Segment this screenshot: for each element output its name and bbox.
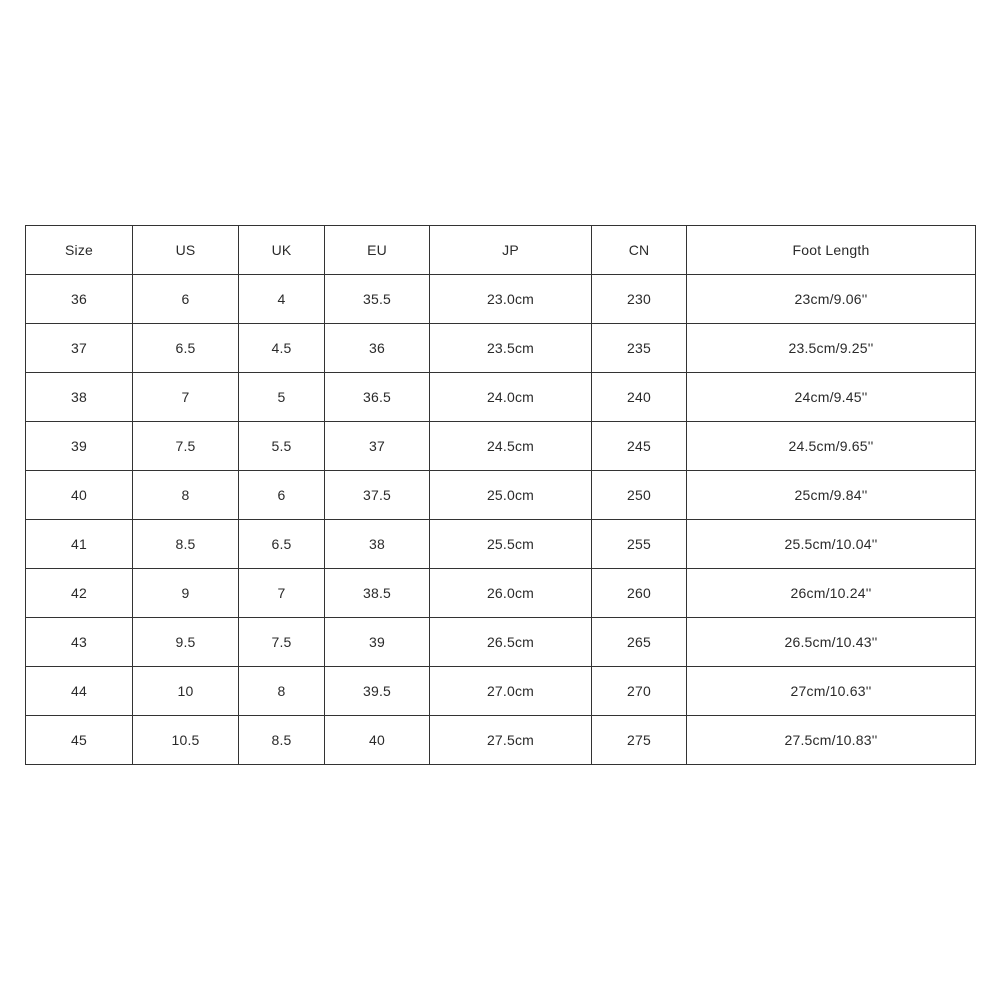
cell-cn: 245	[592, 422, 687, 471]
cell-size: 38	[26, 373, 133, 422]
cell-cn: 275	[592, 716, 687, 765]
table-row	[26, 324, 976, 373]
cell-foot-length: 26cm/10.24''	[687, 569, 976, 618]
cell-jp: 27.0cm	[430, 667, 592, 716]
cell-uk: 7	[239, 569, 325, 618]
cell-us: 6.5	[133, 324, 239, 373]
size-chart-table	[25, 225, 976, 765]
cell-jp: 24.0cm	[430, 373, 592, 422]
table-row	[26, 275, 976, 324]
cell-uk: 6	[239, 471, 325, 520]
cell-cn: 240	[592, 373, 687, 422]
header-eu: EU	[325, 226, 430, 275]
cell-jp: 26.0cm	[430, 569, 592, 618]
cell-uk: 6.5	[239, 520, 325, 569]
cell-foot-length: 25.5cm/10.04''	[687, 520, 976, 569]
cell-uk: 5	[239, 373, 325, 422]
cell-foot-length: 23.5cm/9.25''	[687, 324, 976, 373]
cell-uk: 8.5	[239, 716, 325, 765]
cell-jp: 25.0cm	[430, 471, 592, 520]
cell-cn: 255	[592, 520, 687, 569]
table-row	[26, 569, 976, 618]
cell-cn: 230	[592, 275, 687, 324]
cell-jp: 24.5cm	[430, 422, 592, 471]
cell-us: 6	[133, 275, 239, 324]
cell-uk: 4.5	[239, 324, 325, 373]
table-row	[26, 373, 976, 422]
cell-eu: 38.5	[325, 569, 430, 618]
cell-us: 9.5	[133, 618, 239, 667]
cell-uk: 4	[239, 275, 325, 324]
header-uk: UK	[239, 226, 325, 275]
cell-size: 39	[26, 422, 133, 471]
cell-cn: 270	[592, 667, 687, 716]
table-row	[26, 520, 976, 569]
table-body	[26, 275, 976, 765]
cell-eu: 37	[325, 422, 430, 471]
header-foot-length: Foot Length	[687, 226, 976, 275]
cell-size: 41	[26, 520, 133, 569]
cell-size: 40	[26, 471, 133, 520]
cell-foot-length: 24cm/9.45''	[687, 373, 976, 422]
cell-foot-length: 26.5cm/10.43''	[687, 618, 976, 667]
header-us: US	[133, 226, 239, 275]
cell-size: 36	[26, 275, 133, 324]
cell-uk: 7.5	[239, 618, 325, 667]
table-row	[26, 422, 976, 471]
cell-foot-length: 24.5cm/9.65''	[687, 422, 976, 471]
cell-us: 8.5	[133, 520, 239, 569]
cell-eu: 39	[325, 618, 430, 667]
cell-us: 9	[133, 569, 239, 618]
cell-jp: 26.5cm	[430, 618, 592, 667]
cell-us: 10	[133, 667, 239, 716]
cell-eu: 39.5	[325, 667, 430, 716]
cell-eu: 36.5	[325, 373, 430, 422]
cell-jp: 23.0cm	[430, 275, 592, 324]
cell-eu: 37.5	[325, 471, 430, 520]
header-cn: CN	[592, 226, 687, 275]
cell-us: 7.5	[133, 422, 239, 471]
cell-size: 44	[26, 667, 133, 716]
cell-size: 42	[26, 569, 133, 618]
table-row	[26, 471, 976, 520]
cell-us: 10.5	[133, 716, 239, 765]
table-header-row	[26, 226, 976, 275]
cell-eu: 40	[325, 716, 430, 765]
cell-uk: 8	[239, 667, 325, 716]
cell-us: 7	[133, 373, 239, 422]
header-size: Size	[26, 226, 133, 275]
cell-jp: 23.5cm	[430, 324, 592, 373]
cell-size: 43	[26, 618, 133, 667]
cell-foot-length: 27cm/10.63''	[687, 667, 976, 716]
cell-jp: 25.5cm	[430, 520, 592, 569]
cell-size: 45	[26, 716, 133, 765]
cell-size: 37	[26, 324, 133, 373]
cell-jp: 27.5cm	[430, 716, 592, 765]
cell-cn: 235	[592, 324, 687, 373]
table-row	[26, 618, 976, 667]
cell-foot-length: 25cm/9.84''	[687, 471, 976, 520]
cell-foot-length: 27.5cm/10.83''	[687, 716, 976, 765]
cell-eu: 36	[325, 324, 430, 373]
cell-eu: 38	[325, 520, 430, 569]
cell-cn: 250	[592, 471, 687, 520]
cell-cn: 265	[592, 618, 687, 667]
cell-foot-length: 23cm/9.06''	[687, 275, 976, 324]
cell-eu: 35.5	[325, 275, 430, 324]
table-row	[26, 667, 976, 716]
header-jp: JP	[430, 226, 592, 275]
cell-cn: 260	[592, 569, 687, 618]
cell-uk: 5.5	[239, 422, 325, 471]
table-row	[26, 716, 976, 765]
cell-us: 8	[133, 471, 239, 520]
